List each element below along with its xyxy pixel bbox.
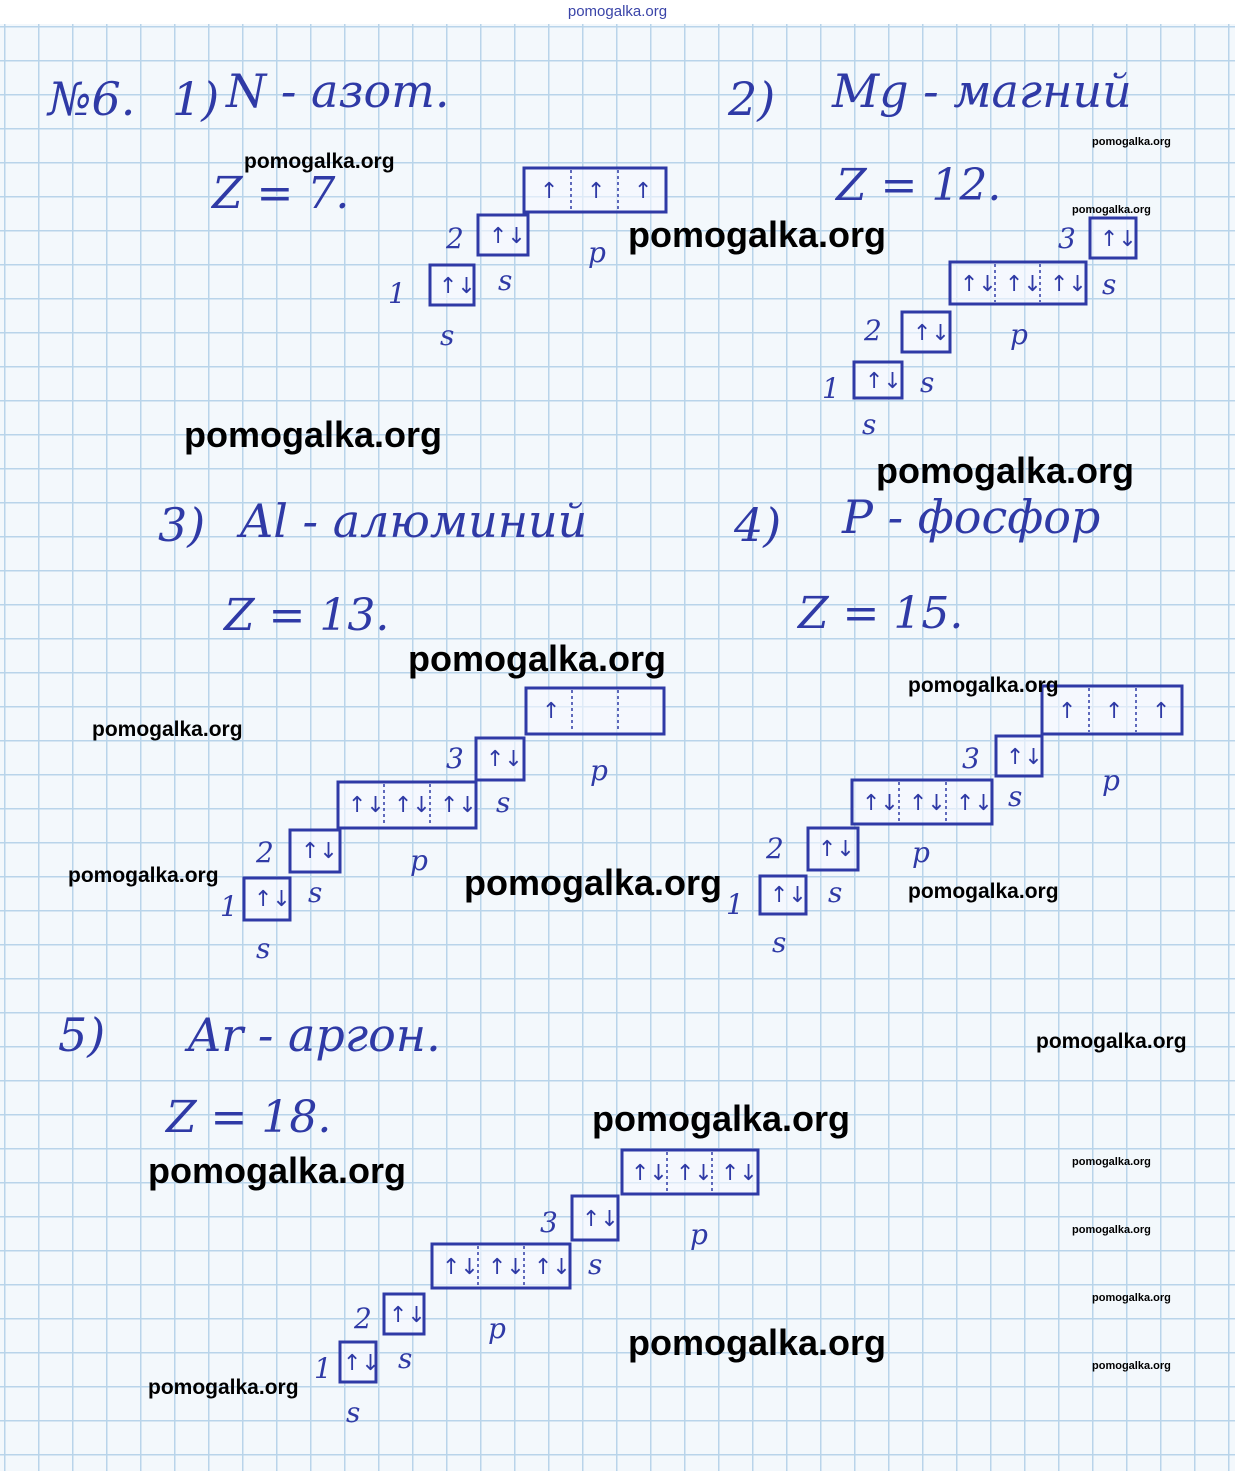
p-2p-electrons-3: ↑↓ [956,791,993,816]
al-3s-label: s [496,786,511,819]
task-number: №6. [48,72,136,126]
n-2s-electrons: ↑↓ [489,224,526,249]
n-level-2: 2 [446,222,464,255]
mg-2p-electrons-3: ↑↓ [1050,272,1087,297]
al-level-1: 1 [220,890,238,923]
watermark: pomogalka.org [628,1322,887,1363]
ar-2p-electrons-2: ↑↓ [488,1255,525,1280]
watermark: pomogalka.org [908,880,1059,903]
al-level-3: 3 [446,742,464,775]
p-3p-label: p [1102,764,1120,797]
al-2s-electrons: ↑↓ [301,839,338,864]
al-2p-electrons-1: ↑↓ [348,793,385,818]
item-3-number: 3) [158,498,206,552]
watermark: pomogalka.org [184,414,443,455]
item-3-title: Al - алюминий [240,494,588,548]
p-2s-label: s [828,876,843,909]
p-3p-electron-3: ↑ [1152,699,1171,724]
watermark: pomogalka.org [92,718,243,741]
item-2-z: Z = 12. [836,160,1002,211]
ar-1s-electrons: ↑↓ [343,1351,380,1376]
n-2p-electron-3: ↑ [634,179,653,204]
watermark: pomogalka.org [1072,1156,1151,1168]
watermark: pomogalka.org [148,1150,407,1191]
n-2p-electron-2: ↑ [587,179,606,204]
item-4-z: Z = 15. [798,588,964,639]
ar-3p-label: p [690,1218,708,1251]
site-watermark-top: pomogalka.org [0,0,1235,24]
diagram-phosphorus [726,686,1182,959]
ar-level-1: 1 [314,1352,332,1385]
ar-2p-electrons-3: ↑↓ [534,1255,571,1280]
n-1s-electrons: ↑↓ [439,274,476,299]
p-3s-electrons: ↑↓ [1006,745,1043,770]
al-2p-electrons-2: ↑↓ [394,793,431,818]
item-4-title: P - фосфор [842,490,1101,544]
p-3p-electron-1: ↑ [1058,699,1077,724]
item-5-number: 5) [58,1008,106,1062]
mg-2s-label: s [920,366,935,399]
ar-3p-electrons-1: ↑↓ [631,1161,668,1186]
item-2-number: 2) [728,72,776,126]
mg-2p-label: p [1010,318,1028,351]
al-level-2: 2 [256,836,274,869]
watermark: pomogalka.org [464,862,723,903]
n-1s-label: s [440,319,455,352]
watermark: pomogalka.org [1072,1224,1151,1236]
item-3-z: Z = 13. [224,590,390,641]
watermark: pomogalka.org [908,674,1059,697]
ar-3p-electrons-3: ↑↓ [721,1161,758,1186]
mg-level-1: 1 [822,372,840,405]
mg-3s-label: s [1102,268,1117,301]
n-2s-label: s [498,264,513,297]
item-1-number: 1) [172,72,220,126]
mg-1s-label: s [862,408,877,441]
p-1s-label: s [772,926,787,959]
watermark: pomogalka.org [1072,204,1151,216]
watermark: pomogalka.org [876,450,1135,491]
ar-2s-label: s [398,1342,413,1375]
watermark: pomogalka.org [1092,1292,1171,1304]
p-3p-electron-2: ↑ [1105,699,1124,724]
item-2-title: Mg - магний [832,64,1132,118]
mg-level-2: 2 [864,314,882,347]
watermark: pomogalka.org [244,150,395,173]
item-5-z: Z = 18. [166,1092,332,1143]
item-1-title: N - азот. [226,64,450,118]
watermark: pomogalka.org [1092,136,1171,148]
al-2s-label: s [308,876,323,909]
diagram-aluminium [220,688,664,965]
item-4-number: 4) [734,498,782,552]
item-1-z: Z = 7. [212,168,350,219]
al-2p-label: p [410,844,428,877]
ar-3s-label: s [588,1248,603,1281]
mg-2s-electrons: ↑↓ [913,321,950,346]
ar-3s-electrons: ↑↓ [582,1207,619,1232]
mg-2p-electrons-2: ↑↓ [1005,272,1042,297]
watermark: pomogalka.org [68,864,219,887]
p-level-2: 2 [766,832,784,865]
ar-2p-electrons-1: ↑↓ [442,1255,479,1280]
watermark: pomogalka.org [1092,1360,1171,1372]
p-2s-electrons: ↑↓ [818,837,855,862]
al-2p-electrons-3: ↑↓ [440,793,477,818]
mg-3s-electrons: ↑↓ [1100,227,1137,252]
watermark: pomogalka.org [148,1376,299,1399]
p-level-3: 3 [962,742,980,775]
p-2p-electrons-1: ↑↓ [862,791,899,816]
al-3s-electrons: ↑↓ [486,747,523,772]
mg-1s-electrons: ↑↓ [865,369,902,394]
ar-level-3: 3 [540,1206,558,1239]
p-1s-electrons: ↑↓ [770,883,807,908]
al-1s-electrons: ↑↓ [254,887,291,912]
watermark: pomogalka.org [1036,1030,1187,1053]
watermark: pomogalka.org [628,214,887,255]
p-3s-label: s [1008,780,1023,813]
item-5-title: Ar - аргон. [188,1008,441,1062]
n-level-1: 1 [388,277,406,310]
ar-level-2: 2 [354,1302,372,1335]
mg-2p-electrons-1: ↑↓ [960,272,997,297]
mg-level-3: 3 [1058,222,1076,255]
ar-2s-electrons: ↑↓ [389,1303,426,1328]
diagram-nitrogen [388,168,666,352]
n-2p-electron-1: ↑ [540,179,559,204]
p-level-1: 1 [726,888,744,921]
ar-1s-label: s [346,1396,361,1429]
p-2p-electrons-2: ↑↓ [909,791,946,816]
watermark: pomogalka.org [592,1098,851,1139]
al-1s-label: s [256,932,271,965]
p-2p-label: p [912,836,930,869]
al-3p-electron-1: ↑ [542,699,561,724]
n-2p-label: p [588,236,606,269]
ar-3p-electrons-2: ↑↓ [676,1161,713,1186]
watermark: pomogalka.org [408,638,667,679]
ar-2p-label: p [488,1312,506,1345]
al-3p-label: p [590,754,608,787]
